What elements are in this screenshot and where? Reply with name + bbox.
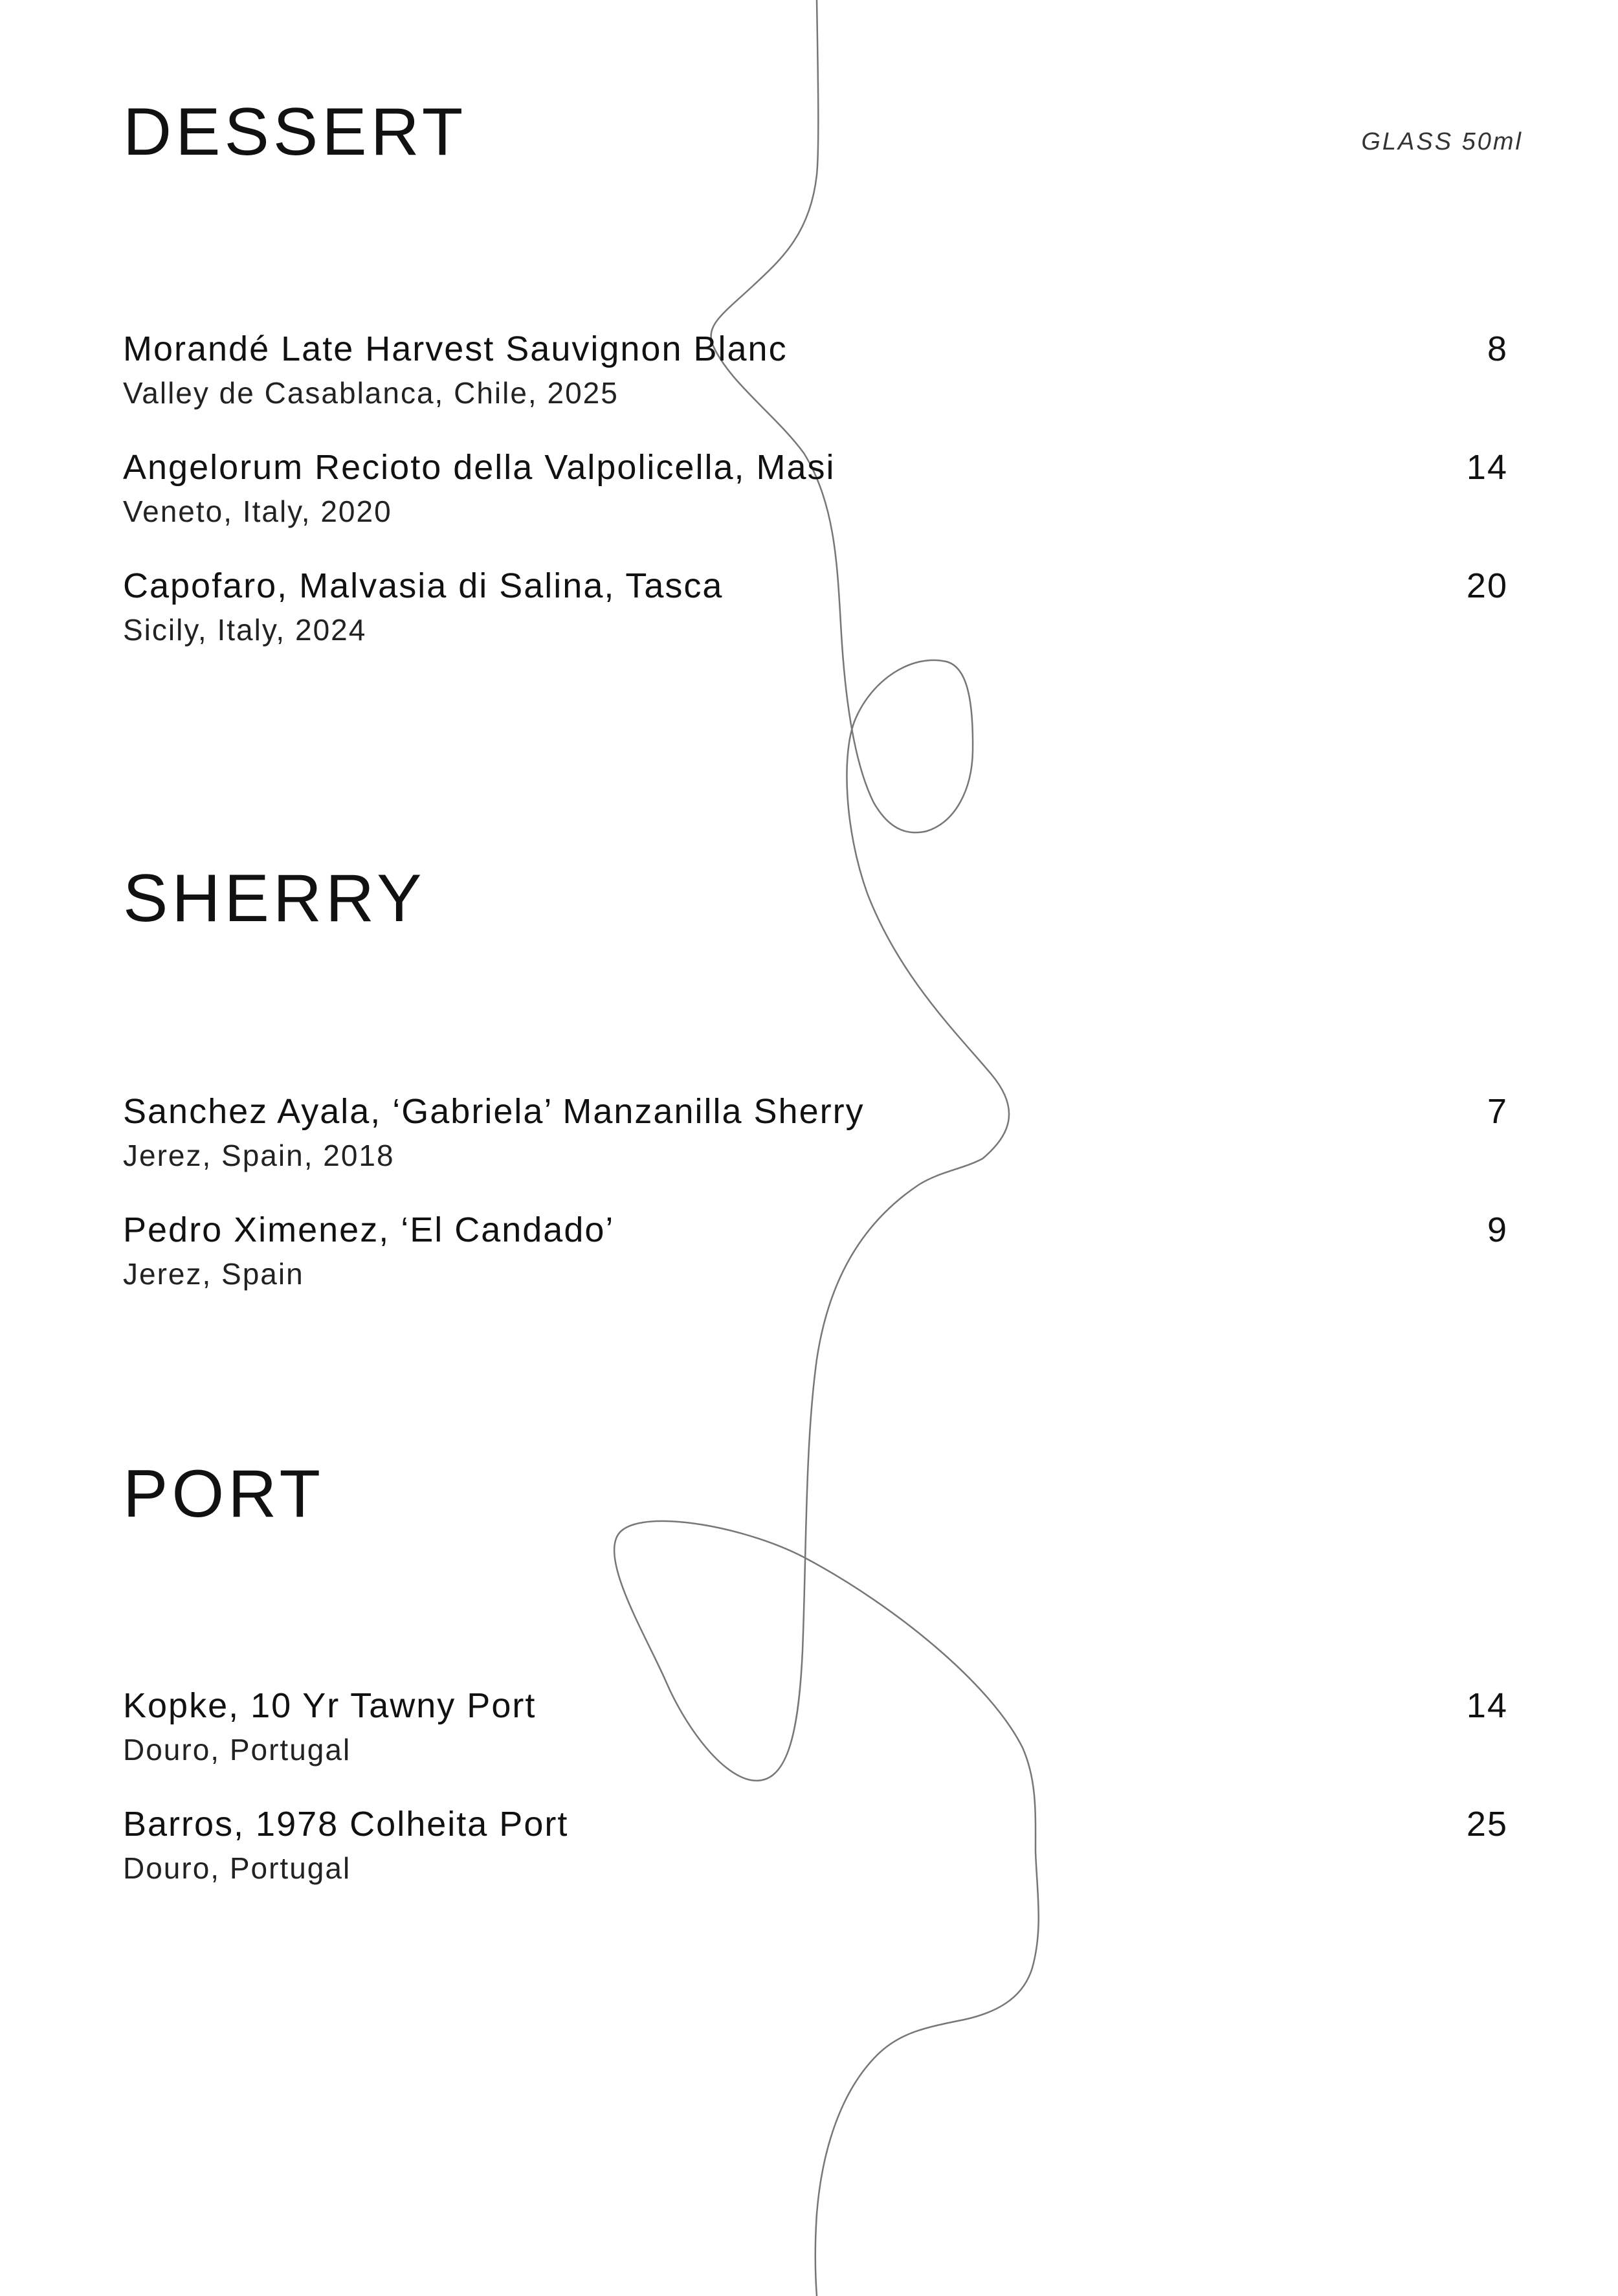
wine-name: Angelorum Recioto della Valpolicella, Masi [123,448,836,487]
wine-name: Barros, 1978 Colheita Port [123,1805,569,1844]
wine-origin: Douro, Portugal [123,1851,351,1885]
menu-item [123,1688,1508,1772]
wine-price: 14 [1466,448,1508,487]
serving-size-label: GLASS 50ml [1361,128,1523,155]
section-title-port: PORT [123,1456,325,1532]
menu-item [123,1212,1508,1297]
wine-price: 9 [1487,1210,1508,1249]
wine-origin: Veneto, Italy, 2020 [123,495,392,528]
wine-price: 8 [1487,329,1508,368]
wine-price: 7 [1487,1092,1508,1131]
section-title-sherry: SHERRY [123,861,426,936]
wine-origin: Sicily, Italy, 2024 [123,613,367,647]
menu-item [123,1807,1508,1891]
menu-item [123,1094,1508,1178]
wine-name: Pedro Ximenez, ‘El Candado’ [123,1210,615,1249]
wine-name: Kopke, 10 Yr Tawny Port [123,1686,537,1725]
wine-name: Morandé Late Harvest Sauvignon Blanc [123,329,788,368]
wine-price: 20 [1466,566,1508,605]
wine-price: 14 [1466,1686,1508,1725]
wine-price: 25 [1466,1805,1508,1844]
wine-origin: Douro, Portugal [123,1733,351,1767]
wine-origin: Jerez, Spain, 2018 [123,1139,395,1172]
menu-item [123,450,1508,534]
menu-item [123,331,1508,416]
wine-origin: Valley de Casablanca, Chile, 2025 [123,376,619,410]
wine-name: Capofaro, Malvasia di Salina, Tasca [123,566,724,605]
section-title-dessert: DESSERT [123,95,467,170]
wine-name: Sanchez Ayala, ‘Gabriela’ Manzanilla Sherry [123,1092,865,1131]
menu-item [123,568,1508,652]
wine-origin: Jerez, Spain [123,1257,304,1291]
